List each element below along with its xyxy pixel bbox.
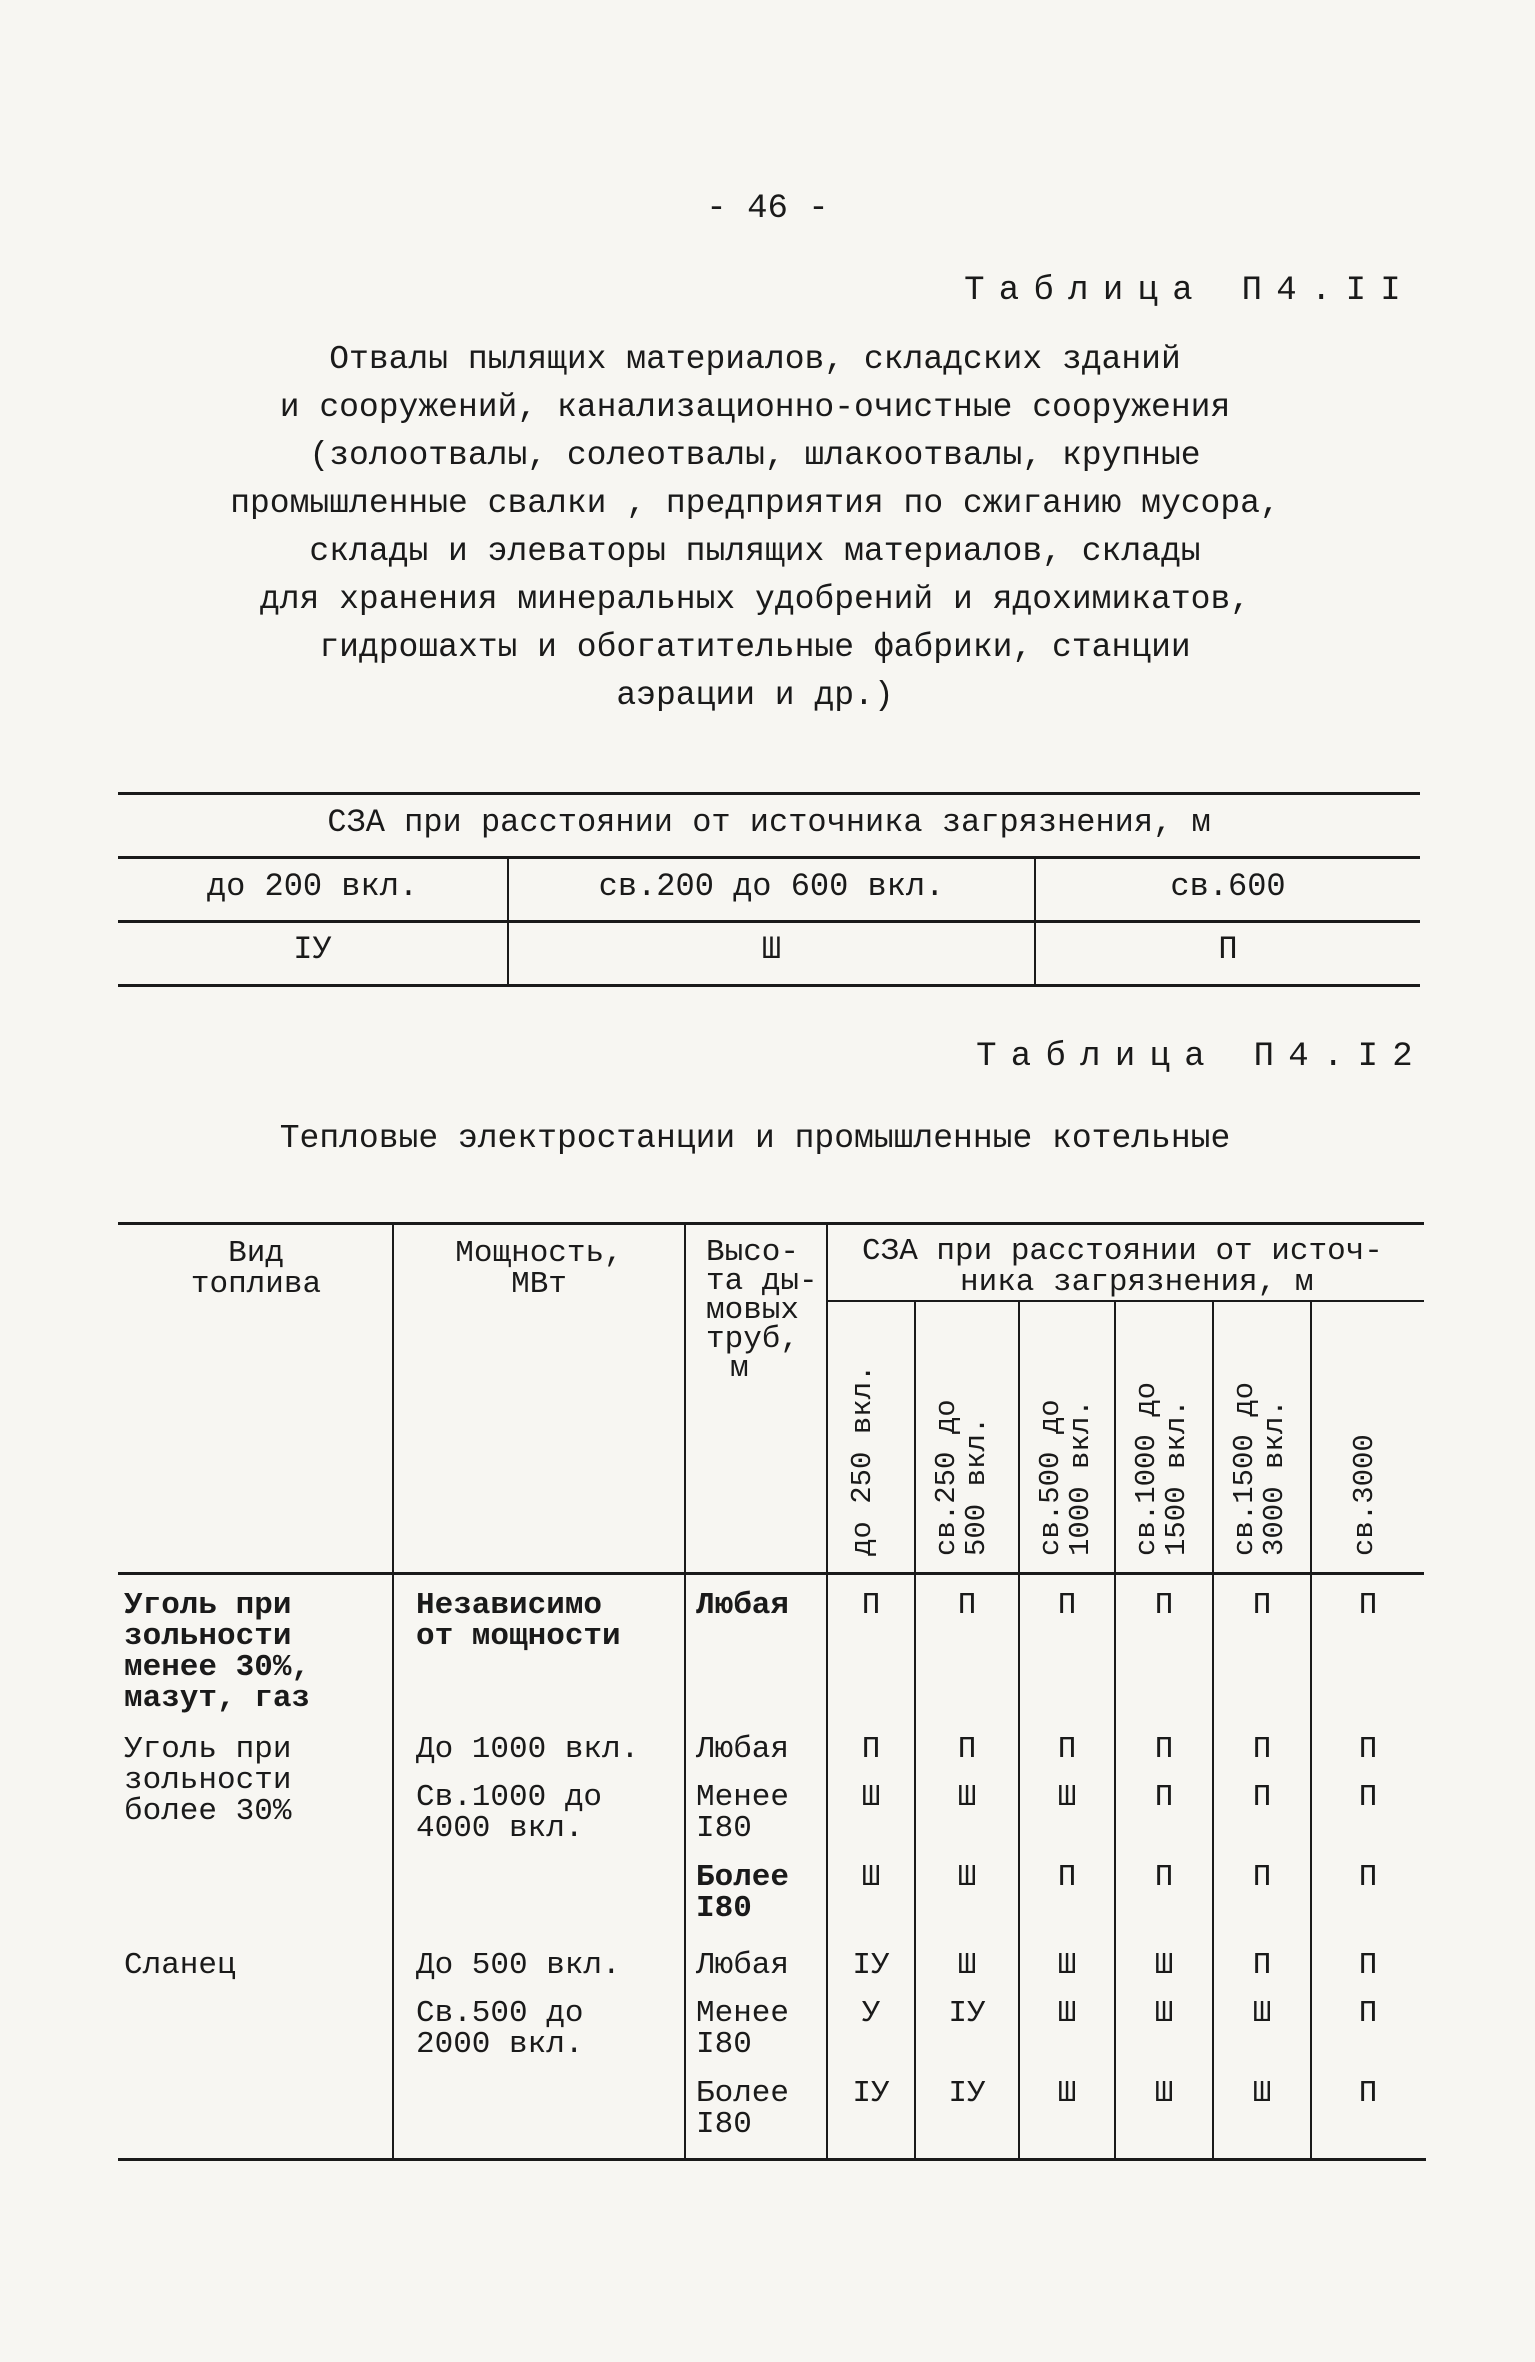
sza-class-cell: П: [1057, 1588, 1077, 1623]
table-divider: [1018, 1302, 1020, 2160]
header-distance: св.1000 до 1500 вкл.: [1130, 1381, 1193, 1556]
caption-line: и сооружений, канализационно-очистные сооружения: [279, 389, 1231, 426]
table-divider: [1212, 1302, 1214, 2160]
sza-class-cell: П: [1358, 1732, 1378, 1767]
caption-line: (золоотвалы, солеотвалы, шлакоотвалы, крупные: [309, 437, 1201, 474]
sza-class-cell: П: [1358, 1780, 1378, 1815]
table-rule: [118, 920, 1420, 923]
header-distance: св.1500 до 3000 вкл.: [1228, 1381, 1291, 1556]
column-header: до 200 вкл.: [206, 868, 419, 905]
sza-class-cell: Ш: [957, 1948, 977, 1983]
sza-class-cell: Ш: [957, 1780, 977, 1815]
caption-line: склады и элеваторы пылящих материалов, склады: [309, 533, 1201, 570]
height-cell: Любая: [696, 1732, 790, 1767]
column-header: св.600: [1170, 868, 1286, 905]
table-divider: [392, 1224, 394, 2160]
fuel-group: Сланец: [124, 1948, 236, 1983]
table-cell: IУ: [293, 931, 332, 968]
sza-class-cell: П: [1154, 1860, 1174, 1895]
sza-class-cell: П: [1154, 1732, 1174, 1767]
sza-class-cell: П: [1358, 2076, 1378, 2111]
table-rule: [118, 792, 1420, 795]
power-cell: Св.1000 до 4000 вкл.: [416, 1780, 603, 1846]
column-header: св.200 до 600 вкл.: [598, 868, 945, 905]
table-11-caption: [180, 336, 1330, 720]
table-divider: [1310, 1302, 1312, 2160]
caption-line: Отвалы пылящих материалов, складских зданий: [329, 341, 1181, 378]
table-cell: П: [1218, 931, 1238, 968]
sza-class-cell: Ш: [1154, 1948, 1174, 1983]
sza-class-cell: У: [861, 1996, 881, 2031]
power-cell: Независимо от мощности: [416, 1588, 621, 1654]
sza-class-cell: П: [1252, 1780, 1272, 1815]
sza-class-cell: П: [957, 1588, 977, 1623]
sza-class-cell: П: [957, 1732, 977, 1767]
header-distance: св.3000: [1348, 1434, 1381, 1556]
sza-class-cell: П: [861, 1588, 881, 1623]
height-cell: Более I80: [696, 2076, 790, 2142]
power-cell: До 500 вкл.: [416, 1948, 621, 1983]
sza-class-cell: П: [1358, 1860, 1378, 1895]
sza-class-cell: П: [1252, 1948, 1272, 1983]
header-distance: св.500 до 1000 вкл.: [1034, 1399, 1097, 1556]
caption-line: для хранения минеральных удобрений и ядохимикатов,: [259, 581, 1251, 618]
sza-class-cell: П: [1057, 1860, 1077, 1895]
sza-class-cell: Ш: [957, 1860, 977, 1895]
sza-class-cell: Ш: [1057, 1948, 1077, 1983]
sza-class-cell: П: [1358, 1948, 1378, 1983]
table-divider: [684, 1224, 686, 2160]
table-rule: [118, 856, 1420, 859]
caption-line: гидрошахты и обогатительные фабрики, станции: [319, 629, 1191, 666]
height-cell: Менее I80: [696, 1996, 790, 2062]
sza-class-cell: П: [1154, 1588, 1174, 1623]
table-rule: [118, 2158, 1426, 2161]
caption-line: аэрации и др.): [616, 677, 894, 714]
table-12-label: Таблица П4.I2: [976, 1038, 1427, 1076]
table-divider: [914, 1302, 916, 2160]
height-cell: Любая: [696, 1588, 790, 1623]
sza-class-cell: Ш: [1154, 2076, 1174, 2111]
header-fuel: Вид топлива: [190, 1236, 322, 1302]
power-cell: До 1000 вкл.: [416, 1732, 640, 1767]
sza-class-cell: Ш: [861, 1860, 881, 1895]
sza-class-cell: Ш: [1154, 1996, 1174, 2031]
sza-class-cell: П: [1154, 1780, 1174, 1815]
power-cell: Св.500 до 2000 вкл.: [416, 1996, 584, 2062]
sza-class-cell: П: [1252, 1860, 1272, 1895]
header-distance: св.250 до 500 вкл.: [930, 1399, 993, 1556]
sza-class-cell: П: [1252, 1732, 1272, 1767]
sza-class-cell: П: [1358, 1996, 1378, 2031]
table-11-label: Таблица П4.II: [964, 272, 1415, 310]
table-rule: [118, 1222, 1424, 1225]
header-distance: до 250 вкл.: [846, 1364, 879, 1556]
sza-class-cell: IУ: [948, 1996, 986, 2031]
sza-class-cell: Ш: [1252, 1996, 1272, 2031]
sza-class-cell: П: [1057, 1732, 1077, 1767]
fuel-group: Уголь при зольности более 30%: [124, 1732, 292, 1829]
table-11-header: СЗА при расстоянии от источника загрязнения, м: [327, 804, 1211, 841]
table-divider: [1114, 1302, 1116, 2160]
sza-class-cell: IУ: [852, 2076, 890, 2111]
sza-class-cell: Ш: [1252, 2076, 1272, 2111]
sza-class-cell: IУ: [852, 1948, 890, 1983]
height-cell: Любая: [696, 1948, 790, 1983]
header-power: Мощность, МВт: [455, 1236, 623, 1302]
height-cell: Более I80: [696, 1860, 790, 1926]
sza-class-cell: Ш: [1057, 1780, 1077, 1815]
sza-class-cell: IУ: [948, 2076, 986, 2111]
header-height: Высо- та ды- мовых труб, м: [706, 1235, 818, 1386]
sza-class-cell: П: [1252, 1588, 1272, 1623]
sza-class-cell: Ш: [861, 1780, 881, 1815]
sza-class-cell: П: [1358, 1588, 1378, 1623]
sza-class-cell: Ш: [1057, 2076, 1077, 2111]
fuel-group: Уголь при зольности менее 30%, мазут, газ: [124, 1588, 311, 1716]
table-cell: Ш: [761, 931, 782, 968]
header-sza: СЗА при расстоянии от источ- ника загрязнения, м: [862, 1234, 1383, 1300]
sza-class-cell: П: [861, 1732, 881, 1767]
table-rule: [118, 1572, 1424, 1575]
caption-line: промышленные свалки , предприятия по сжиганию мусора,: [230, 485, 1280, 522]
sza-class-cell: Ш: [1057, 1996, 1077, 2031]
table-rule: [118, 984, 1420, 987]
page-number: - 46 -: [706, 190, 829, 228]
height-cell: Менее I80: [696, 1780, 790, 1846]
table-12-caption: Тепловые электростанции и промышленные котельные: [279, 1120, 1231, 1157]
